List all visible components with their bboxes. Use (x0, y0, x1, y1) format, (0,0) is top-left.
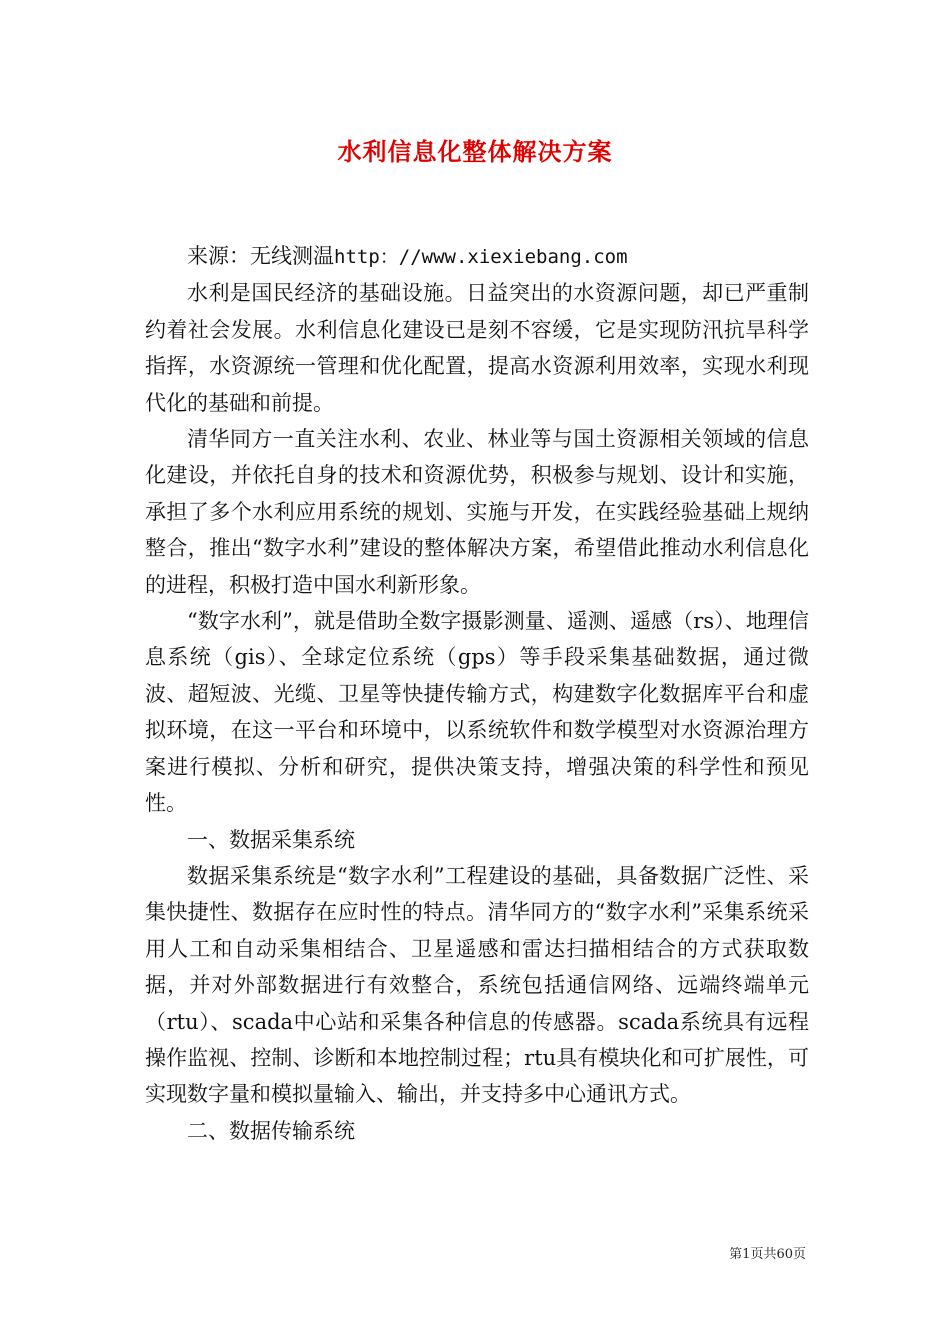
source-label: 来源：无线测温 (187, 244, 334, 268)
paragraph-data-collection: 数据采集系统是“数字水利”工程建设的基础，具备数据广泛性、采集快捷性、数据存在应时性的特点。清华同方的“数字水利”采集系统采用人工和自动采集相结合、卫星遥感和雷达扫描相结合的方式获取数据，并对外部数据进行有效整合，系统包括通信网络、远端终端单元（rtu）、scada中心站和采集各种信息的传感器。scada系统具有远程操作监视、控制、诊断和本地控制过程；rtu具有模块化和可扩展性，可实现数字量和模拟量输入、输出，并支持多中心通讯方式。 (145, 863, 809, 1107)
document-body (145, 238, 809, 1149)
section-heading-data-collection: 一、数据采集系统 (187, 827, 355, 852)
source-url: http：//www.xiexiebang.com (334, 246, 628, 268)
page-footer: 第1页共60页 (729, 1247, 806, 1262)
source-line (145, 238, 809, 275)
paragraph-tongfang: 清华同方一直关注水利、农业、林业等与国土资源相关领域的信息化建设，并依托自身的技术和资源优势，积极参与规划、设计和实施，承担了多个水利应用系统的规划、实施与开发，在实践经验基础上规纳整合，推出“数字水利”建设的整体解决方案，希望借此推动水利信息化的进程，积极打造中国水利新形象。 (145, 427, 809, 597)
paragraph-intro: 水利是国民经济的基础设施。日益突出的水资源问题，却已严重制约着社会发展。水利信息化建设已是刻不容缓，它是实现防汛抗旱科学指挥，水资源统一管理和优化配置，提高水资源利用效率，实现水利现代化的基础和前提。 (145, 281, 809, 415)
paragraph-digital-water: “数字水利”，就是借助全数字摄影测量、遥测、遥感（rs）、地理信息系统（gis）、全球定位系统（gps）等手段采集基础数据，通过微波、超短波、光缆、卫星等快捷传输方式，构建数字化数据库平台和虚拟环境，在这一平台和环境中，以系统软件和数学模型对水资源治理方案进行模拟、分析和研究，提供决策支持，增强决策的科学性和预见性。 (145, 609, 809, 816)
section-heading-data-transmission: 二、数据传输系统 (187, 1118, 355, 1143)
document-title: 水利信息化整体解决方案 (337, 137, 613, 166)
